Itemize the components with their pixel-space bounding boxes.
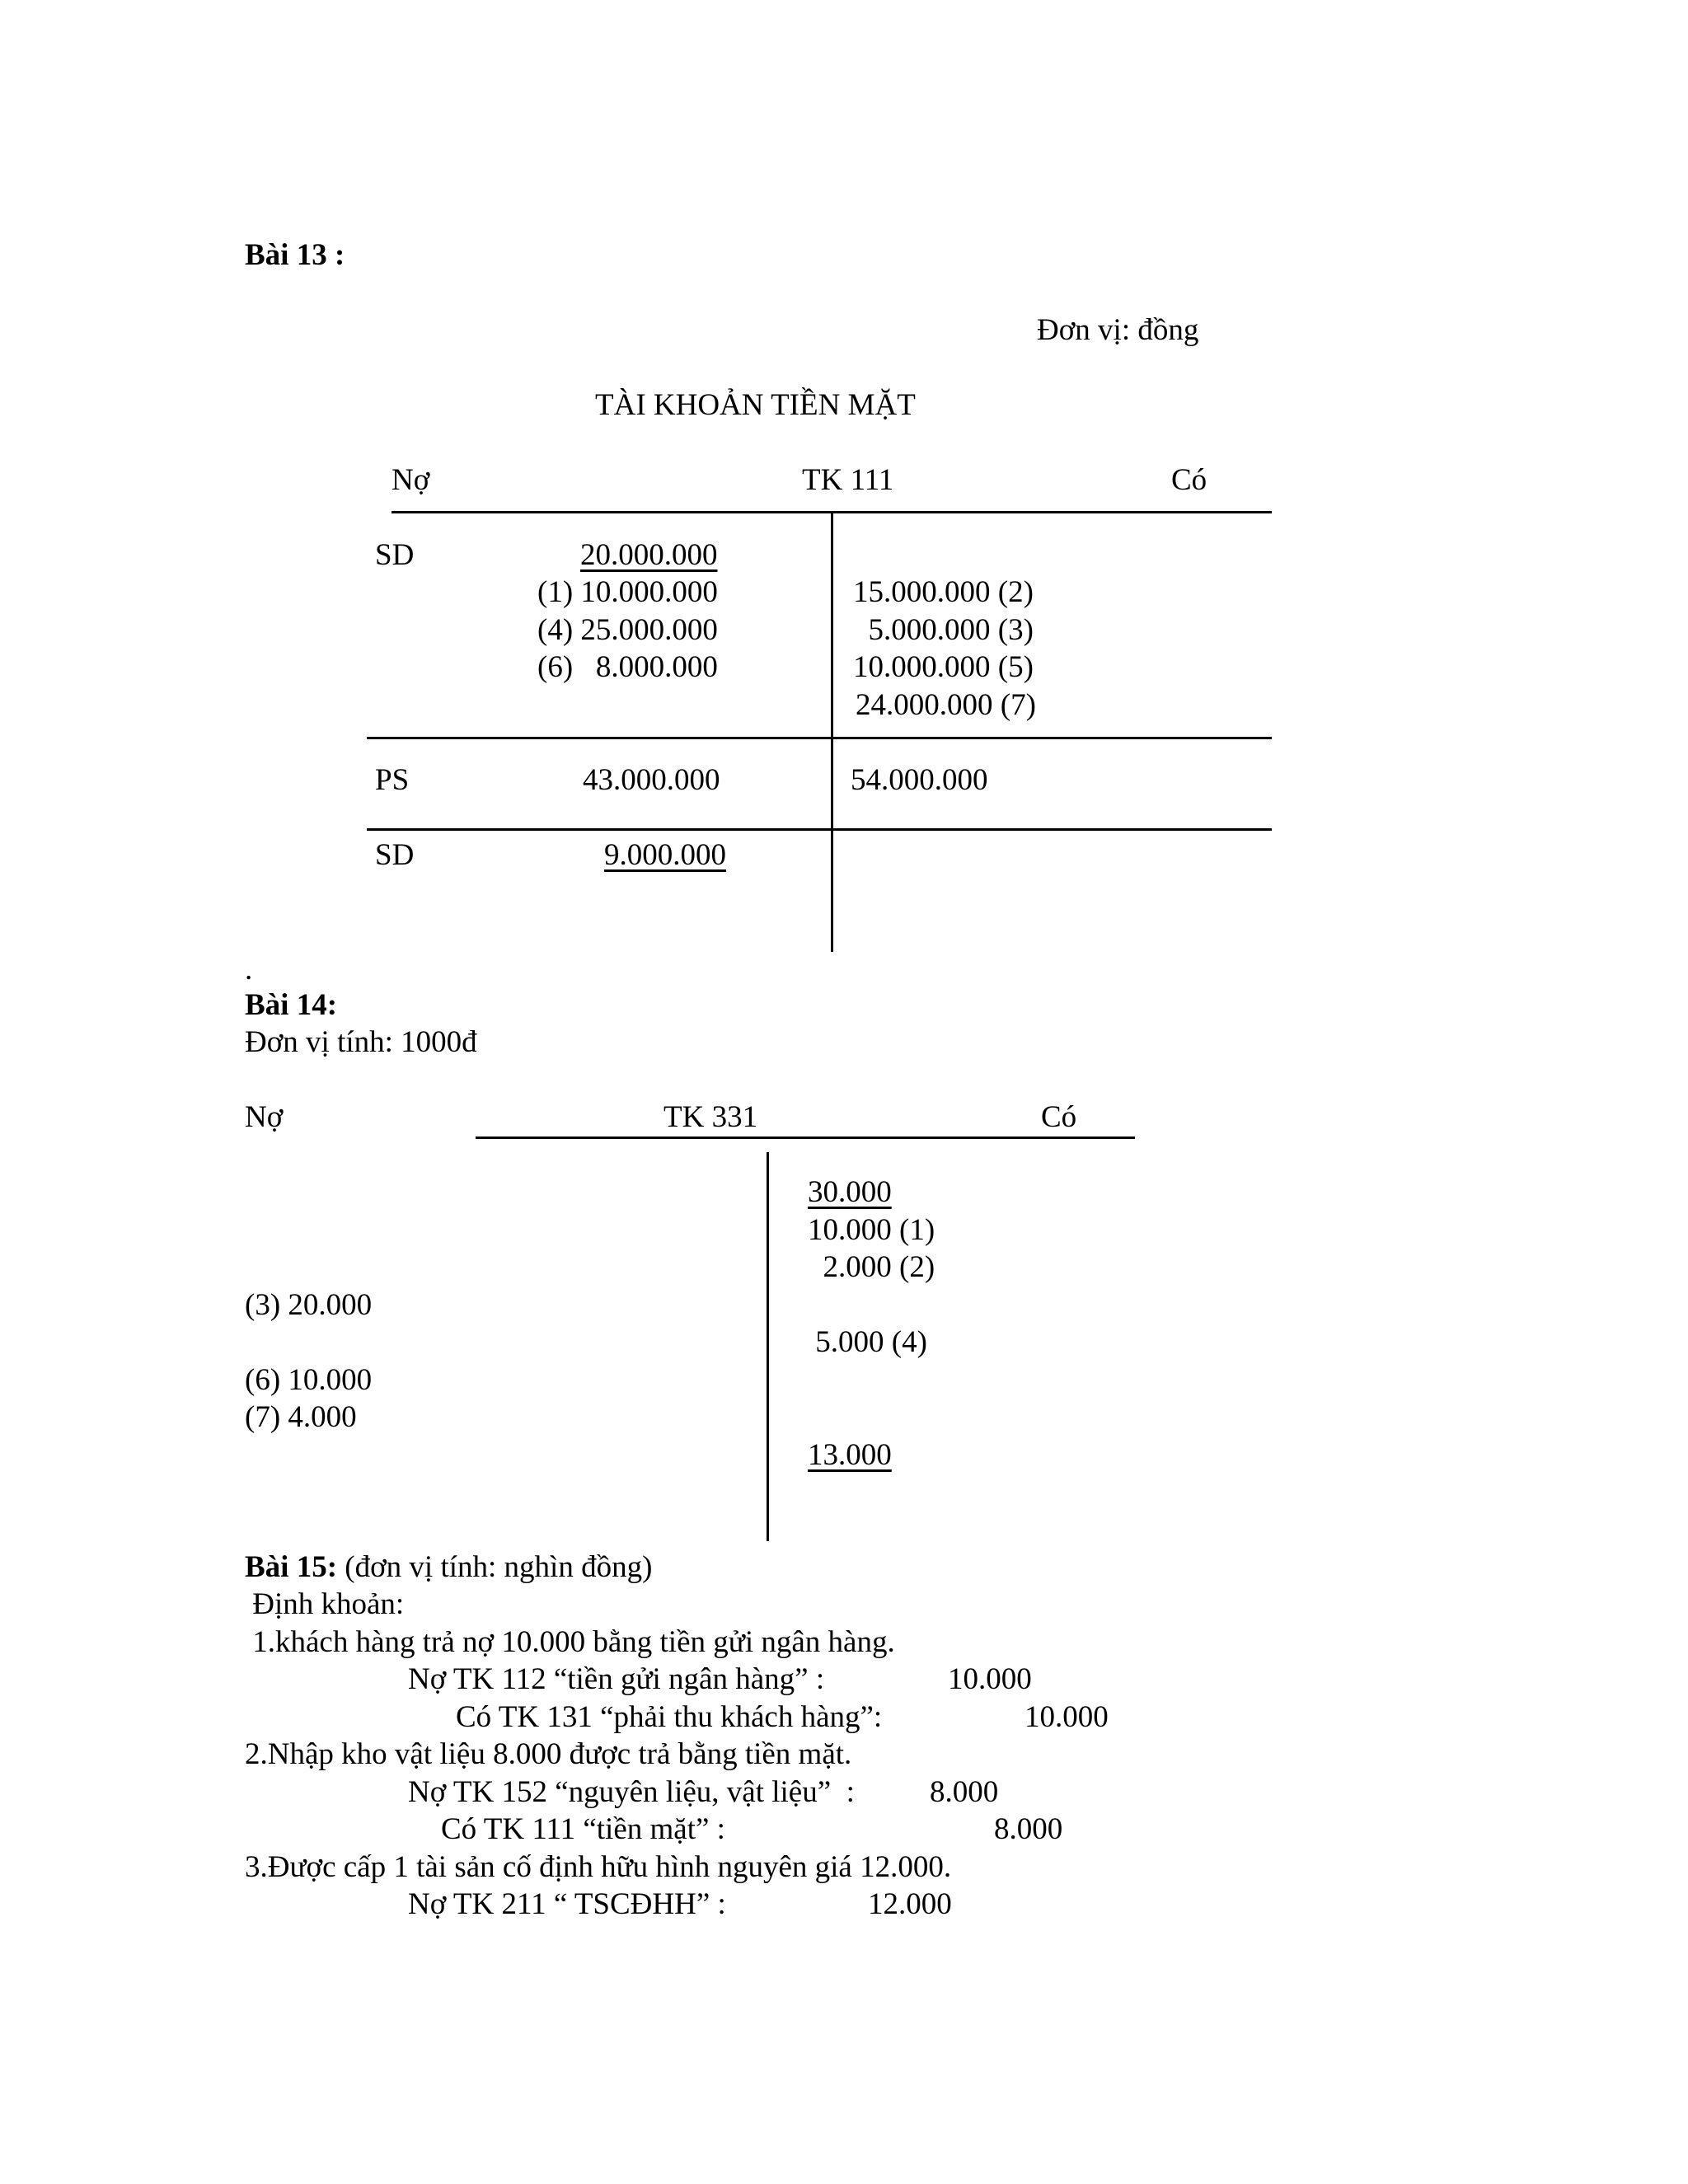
bai15-item-text: 1.khách hàng trả nợ 10.000 bằng tiền gửi ngân hàng. <box>245 1625 895 1659</box>
bai14-credit-opening: 30.000 <box>808 1175 892 1209</box>
bai15-debit-amount: 8.000 <box>930 1775 999 1809</box>
bai13-closing-label: SD <box>375 838 415 872</box>
bai13-debit-entry: (6) 8.000.000 <box>537 650 718 684</box>
bai15-title: Bài 15: <box>245 1550 338 1584</box>
bai14-credit-entry: 10.000 (1) <box>808 1213 935 1247</box>
bai13-credit-entry: 15.000.000 (2) <box>853 575 1034 609</box>
bai13-credit-header: Có <box>1171 463 1207 497</box>
bai14-debit-header: Nợ <box>245 1100 284 1134</box>
bai14-credit-closing: 13.000 <box>808 1438 892 1472</box>
bai15-heading <box>245 1552 652 1582</box>
bai13-credit-entry: 10.000.000 (5) <box>853 650 1034 684</box>
bai13-turnover-debit: 43.000.000 <box>583 763 720 797</box>
bai13-opening-label: SD <box>375 538 415 572</box>
bai13-opening-value: 20.000.000 <box>580 538 718 572</box>
bai15-subtitle: Định khoản: <box>245 1587 405 1621</box>
bai14-debit-entry: (3) 20.000 <box>245 1288 373 1322</box>
bai15-credit-amount: 8.000 <box>994 1812 1063 1846</box>
bai13-debit-entry: (1) 10.000.000 <box>537 575 718 609</box>
bai14-debit-entry: (7) 4.000 <box>245 1400 357 1434</box>
bai15-item-text: 2.Nhập kho vật liệu 8.000 được trả bằng tiền mặt. <box>245 1737 852 1771</box>
bai13-account-header: TK 111 <box>802 463 894 497</box>
bai13-account-title: TÀI KHOẢN TIỀN MẶT <box>595 388 916 422</box>
bai13-turnover-label: PS <box>375 763 410 797</box>
bai13-closing-line <box>367 828 1272 831</box>
bai13-turnover-line <box>367 737 1272 739</box>
bai15-debit-label: Nợ TK 112 “tiền gửi ngân hàng” : <box>408 1662 825 1696</box>
bai15-debit-amount: 10.000 <box>948 1662 1032 1696</box>
bai14-debit-entry: (6) 10.000 <box>245 1363 373 1397</box>
bai15-credit-label: Có TK 111 “tiền mặt” : <box>441 1812 725 1846</box>
bai14-title: Bài 14: <box>245 988 338 1022</box>
bai15-debit-amount: 12.000 <box>868 1887 952 1921</box>
bai13-title: Bài 13 : <box>245 238 345 272</box>
bai14-credit-entry: 2.000 (2) <box>808 1250 935 1284</box>
bai15-unit: (đơn vị tính: nghìn đồng) <box>337 1550 653 1584</box>
bai13-t-account-divider <box>831 513 833 952</box>
bai15-item-text: 3.Được cấp 1 tài sản cố định hữu hình nguyên giá 12.000. <box>245 1850 952 1884</box>
bai15-credit-label: Có TK 131 “phải thu khách hàng”: <box>456 1700 883 1734</box>
bai13-credit-entry: 24.000.000 (7) <box>856 688 1036 722</box>
bai14-credit-entry: 5.000 (4) <box>808 1325 927 1359</box>
bai13-credit-entry: 5.000.000 (3) <box>853 613 1034 647</box>
bai14-t-account-top-line <box>476 1137 1135 1139</box>
bai15-debit-label: Nợ TK 152 “nguyên liệu, vật liệu” : <box>408 1775 855 1809</box>
bai13-turnover-credit: 54.000.000 <box>851 763 988 797</box>
bai15-credit-amount: 10.000 <box>1025 1700 1109 1734</box>
bai14-account-header: TK 331 <box>663 1100 758 1134</box>
bai13-closing-value: 9.000.000 <box>604 838 726 872</box>
separator-dot: . <box>245 953 253 987</box>
bai13-unit: Đơn vị: đồng <box>1037 313 1199 347</box>
bai14-t-account-divider <box>767 1152 769 1541</box>
bai15-debit-label: Nợ TK 211 “ TSCĐHH” : <box>408 1887 726 1921</box>
bai14-unit: Đơn vị tính: 1000đ <box>245 1025 477 1059</box>
bai13-debit-entry: (4) 25.000.000 <box>537 613 718 647</box>
bai14-credit-header: Có <box>1041 1100 1077 1134</box>
bai13-debit-header: Nợ <box>392 463 430 497</box>
